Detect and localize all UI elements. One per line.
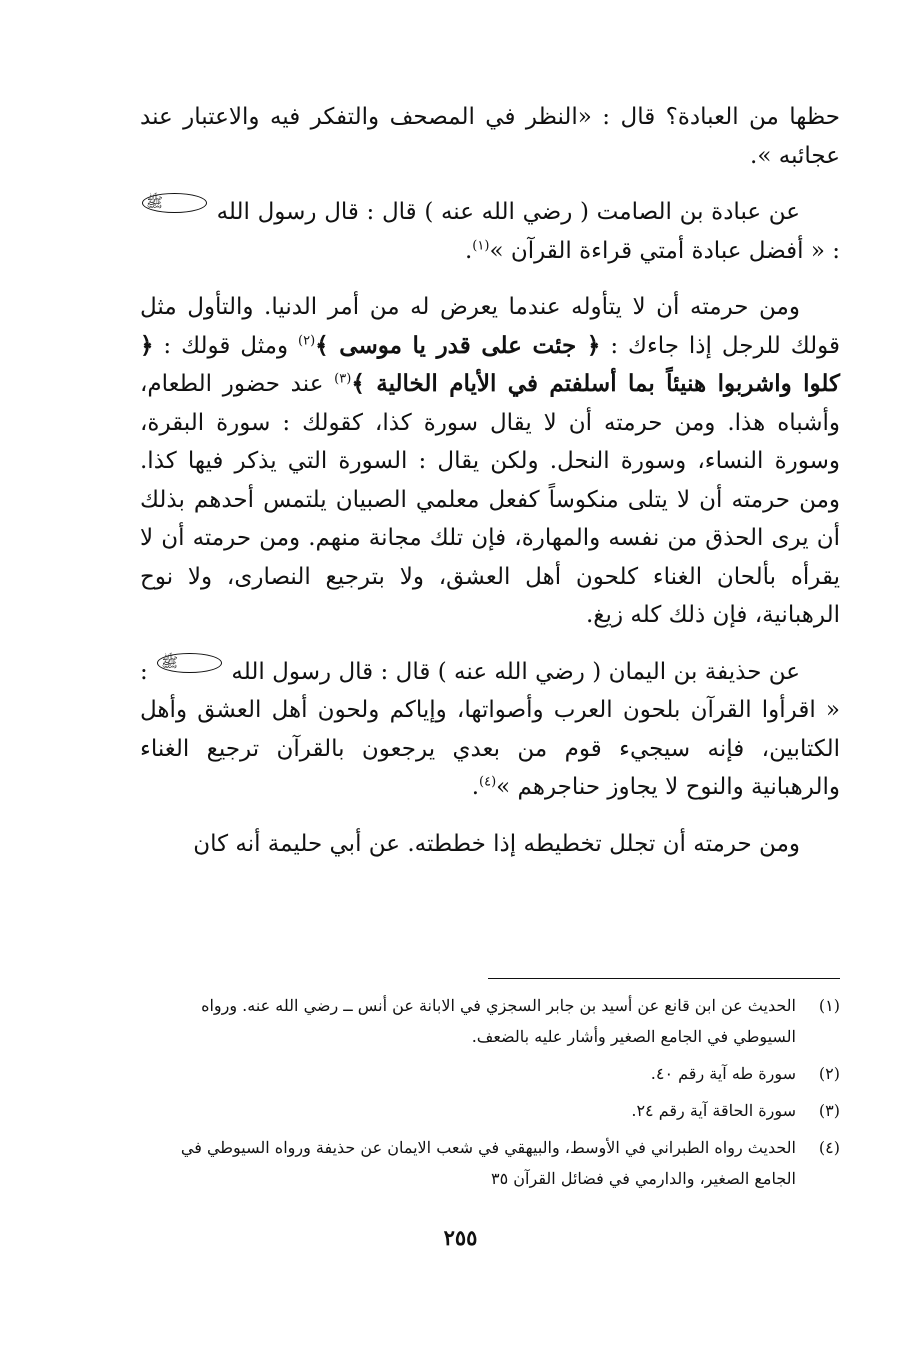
footnote-number: (٢)	[818, 1064, 840, 1083]
footnote-text: سورة الحاقة آية رقم ٢٤.	[631, 1101, 796, 1120]
quran-verse-2: ﴿ كلوا واشربوا هنيئاً بما أسلفتم في الأيام الخالية ﴾	[140, 331, 840, 397]
sentence-end: .	[471, 774, 480, 800]
footnote-text: سورة طه آية رقم ٤٠.	[650, 1064, 796, 1083]
salla-icon: ﷺ	[157, 653, 222, 673]
paragraph-2	[140, 193, 840, 270]
footnote-text: الحديث عن ابن قانع عن أسيد بن جابر السجزي في الابانة عن أنس ــ رضي الله عنه. ورواه السيوطي في الجامع الصغير وأشار عليه بالضعف.	[201, 996, 796, 1046]
paragraph-3-text-a: ومن حرمته أن لا يتأوله عندما يعرض له من أمر الدنيا. والتأول مثل قولك للرجل إذا جاءك :	[140, 294, 841, 359]
footnote-1	[140, 990, 840, 1052]
page-number: ٢٥٥	[443, 1225, 478, 1250]
hadith-text: : « اقرأوا القرآن بلحون العرب وأصواتها، وإياكم ولحون أهل العشق وأهل الكتابين، فإنه سيجيء قوم من بعدي يرجعون بالقرآن ترجيع الغناء والرهبانية والنوح لا يجاوز حناجرهم »	[140, 658, 840, 800]
footnote-text: الحديث رواه الطبراني في الأوسط، والبيهقي في شعب الايمان عن حذيفة ورواه السيوطي في الجامع الصغير، والدارمي في فضائل القرآن ٣٥	[180, 1138, 796, 1188]
footnotes	[140, 990, 840, 1200]
footnote-ref-4: (٤)	[479, 774, 497, 790]
hadith-text: : « أفضل عبادة أمتي قراءة القرآن »	[489, 237, 840, 264]
footnote-3	[140, 1095, 840, 1126]
footnote-separator	[488, 978, 840, 979]
paragraph-5: ومن حرمته أن تجلل تخطيطه إذا خططته. عن أبي حليمة أنه كان	[193, 830, 800, 857]
sentence-end: .	[464, 237, 473, 264]
paragraph-3-text-b: ومثل قولك :	[163, 332, 289, 359]
footnote-number: (٣)	[818, 1101, 840, 1120]
paragraph-3-text-c: عند حضور الطعام، وأشباه هذا. ومن حرمته أن لا يقال سورة كذا، كقولك : سورة البقرة، وسورة النساء، وسورة النحل. ولكن يقال : السورة التي يذكر فيها كذا. ومن حرمته أن لا يتلى منكوساً كفعل معلمي الصبيان يلتمس أحدهم بذلك أن يرى الحذق من نفسه والمهارة، فإن تلك مجانة منهم. ومن حرمته أن لا يقرأه بألحان الغناء كلحون أهل العشق، ولا بترجيع النصارى، ولا نوح الرهبانية، فإن ذلك كله زيغ.	[140, 371, 840, 628]
footnote-number: (١)	[818, 996, 840, 1015]
paragraph-3	[140, 288, 840, 635]
footnote-ref-2: (٢)	[298, 332, 316, 348]
footnote-2	[140, 1058, 840, 1089]
main-text-body	[140, 98, 840, 881]
footnote-ref-1: (١)	[472, 237, 490, 253]
footnote-number: (٤)	[818, 1138, 840, 1157]
footnote-4	[140, 1132, 840, 1194]
paragraph-1: حظها من العبادة؟ قال : «النظر في المصحف والتفكر فيه والاعتبار عند عجائبه ».	[140, 104, 840, 169]
footnote-ref-3: (٣)	[334, 371, 352, 387]
salla-icon: ﷺ	[142, 193, 207, 213]
paragraph-4	[140, 653, 840, 807]
quran-verse-1: ﴿ جئت على قدر يا موسى ﴾	[315, 331, 601, 359]
hadith-intro-text: عن عبادة بن الصامت ( رضي الله عنه ) قال : قال رسول الله	[216, 199, 800, 225]
hadith-intro-text: عن حذيفة بن اليمان ( رضي الله عنه ) قال : قال رسول الله	[231, 658, 801, 685]
